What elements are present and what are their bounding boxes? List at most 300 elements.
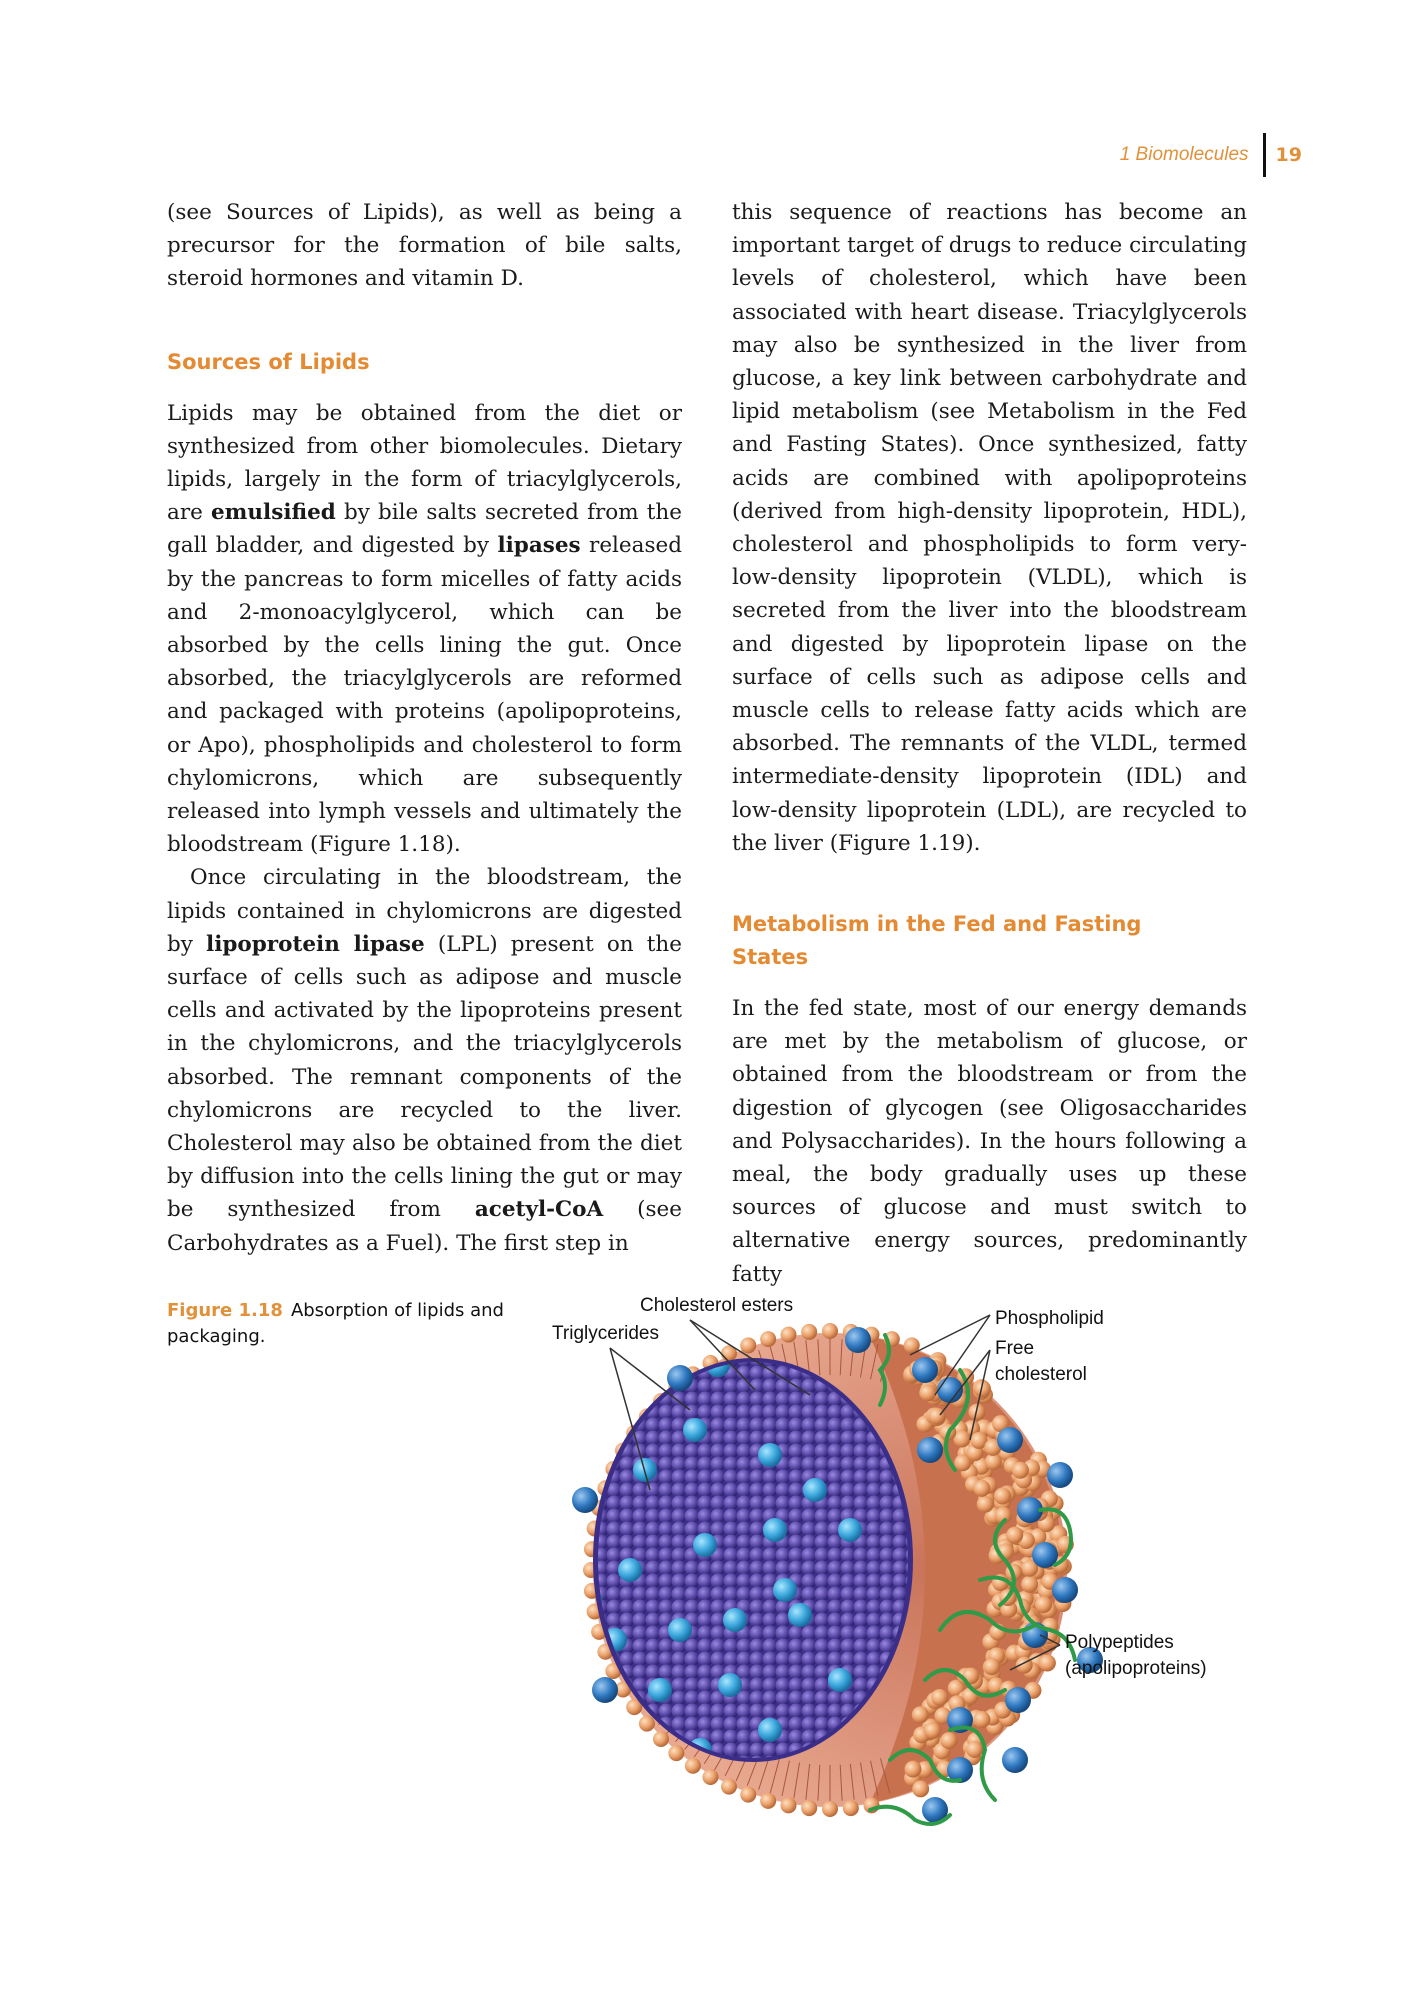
triglyceride [659, 1418, 674, 1433]
triglyceride [841, 1652, 856, 1667]
cholesterol-ester [718, 1673, 742, 1697]
triglyceride [789, 1509, 804, 1524]
triglyceride [607, 1743, 622, 1758]
triglyceride [789, 1652, 804, 1667]
triglyceride [659, 1431, 674, 1446]
triglyceride [828, 1418, 843, 1433]
free-cholesterol [572, 1487, 598, 1513]
triglyceride [815, 1418, 830, 1433]
triglyceride [750, 1509, 765, 1524]
triglyceride [750, 1600, 765, 1615]
triglyceride [828, 1600, 843, 1615]
triglyceride [594, 1353, 609, 1368]
triglyceride [880, 1561, 895, 1576]
triglyceride [711, 1730, 726, 1745]
triglyceride [711, 1561, 726, 1576]
triglyceride [685, 1691, 700, 1706]
triglyceride [776, 1561, 791, 1576]
triglyceride [633, 1535, 648, 1550]
triglyceride [672, 1522, 687, 1537]
triglyceride [633, 1379, 648, 1394]
triglyceride [763, 1379, 778, 1394]
triglyceride [815, 1600, 830, 1615]
triglyceride [607, 1392, 622, 1407]
triglyceride [789, 1457, 804, 1472]
phospholipid-head [912, 1706, 929, 1723]
triglyceride [789, 1717, 804, 1732]
triglyceride [854, 1457, 869, 1472]
triglyceride [659, 1522, 674, 1537]
phospholipid-head [760, 1793, 776, 1809]
triglyceride [594, 1704, 609, 1719]
triglyceride [750, 1392, 765, 1407]
triglyceride [815, 1392, 830, 1407]
phospholipid-head [639, 1716, 655, 1732]
triglyceride [659, 1496, 674, 1511]
triglyceride [620, 1392, 635, 1407]
triglyceride [698, 1457, 713, 1472]
triglyceride [711, 1379, 726, 1394]
triglyceride [594, 1392, 609, 1407]
triglyceride [750, 1522, 765, 1537]
phospholipid-head [1021, 1576, 1038, 1593]
triglyceride [698, 1626, 713, 1641]
triglyceride [828, 1444, 843, 1459]
triglyceride [841, 1574, 856, 1589]
triglyceride [815, 1574, 830, 1589]
triglyceride [698, 1496, 713, 1511]
cholesterol-ester [618, 1558, 642, 1582]
triglyceride [646, 1366, 661, 1381]
triglyceride [724, 1405, 739, 1420]
triglyceride [698, 1639, 713, 1654]
triglyceride [815, 1548, 830, 1563]
triglyceride [646, 1756, 661, 1771]
phospholipid-head [1039, 1655, 1056, 1672]
triglyceride [802, 1639, 817, 1654]
triglyceride [854, 1574, 869, 1589]
triglyceride [763, 1704, 778, 1719]
triglyceride [828, 1704, 843, 1719]
triglyceride [737, 1379, 752, 1394]
triglyceride [594, 1730, 609, 1745]
phospholipid-head [977, 1496, 994, 1513]
triglyceride [672, 1457, 687, 1472]
phospholipid-head [931, 1689, 948, 1706]
triglyceride [620, 1756, 635, 1771]
triglyceride [854, 1444, 869, 1459]
triglyceride [880, 1613, 895, 1628]
triglyceride [880, 1626, 895, 1641]
triglyceride [737, 1470, 752, 1485]
triglyceride [763, 1743, 778, 1758]
phospholipid-head [653, 1731, 669, 1747]
triglyceride [867, 1548, 882, 1563]
triglyceride [828, 1509, 843, 1524]
triglyceride [646, 1548, 661, 1563]
triglyceride [672, 1470, 687, 1485]
phospholipid-head [1012, 1462, 1029, 1479]
triglyceride [815, 1457, 830, 1472]
triglyceride [802, 1509, 817, 1524]
triglyceride [828, 1691, 843, 1706]
triglyceride [841, 1639, 856, 1654]
triglyceride [815, 1717, 830, 1732]
text-run: (LPL) present on the surface of cells such as adipose and muscle cells and activated by the lipoproteins present in the chylomicrons, and the triacylglycerols absorbed. The remnant components of the chylomicrons are recycled to the liver. Cholesterol may also be obtained from the diet by diffusion into the cells lining the gut or may be synthesized from [167, 931, 682, 1223]
triglyceride [763, 1470, 778, 1485]
triglyceride [841, 1561, 856, 1576]
triglyceride [633, 1665, 648, 1680]
triglyceride [789, 1678, 804, 1693]
triglyceride [737, 1535, 752, 1550]
triglyceride [724, 1535, 739, 1550]
text-run: (see Carbohydrates as a Fuel). The first step in [167, 1197, 682, 1256]
triglyceride [659, 1470, 674, 1485]
triglyceride [724, 1548, 739, 1563]
triglyceride [841, 1470, 856, 1485]
triglyceride [750, 1652, 765, 1667]
triglyceride [802, 1535, 817, 1550]
phospholipid-head [919, 1384, 936, 1401]
term-lipases: lipases [497, 533, 581, 559]
triglyceride [646, 1418, 661, 1433]
triglyceride [841, 1587, 856, 1602]
triglyceride [607, 1600, 622, 1615]
triglyceride [711, 1704, 726, 1719]
triglyceride [880, 1535, 895, 1550]
triglyceride [672, 1509, 687, 1524]
label-triglycerides: Triglycerides [552, 1323, 659, 1344]
section-heading-metabolism: Metabolism in the Fed and Fasting States [732, 912, 1142, 970]
triglyceride [724, 1483, 739, 1498]
triglyceride [815, 1652, 830, 1667]
triglyceride [698, 1600, 713, 1615]
triglyceride [867, 1600, 882, 1615]
triglyceride [659, 1457, 674, 1472]
cholesterol-ester [668, 1618, 692, 1642]
triglyceride [789, 1704, 804, 1719]
triglyceride [685, 1392, 700, 1407]
text-run: Once circulating in the bloodstream, the lipids contained in chylomicrons are digested by [167, 865, 682, 957]
triglyceride [646, 1353, 661, 1368]
triglyceride [633, 1587, 648, 1602]
triglyceride [750, 1626, 765, 1641]
triglyceride [854, 1561, 869, 1576]
triglyceride [685, 1457, 700, 1472]
triglyceride [711, 1470, 726, 1485]
triglyceride [672, 1587, 687, 1602]
triglyceride [607, 1522, 622, 1537]
triglyceride [607, 1548, 622, 1563]
triglyceride [646, 1613, 661, 1628]
triglyceride [711, 1574, 726, 1589]
triglyceride [867, 1483, 882, 1498]
triglyceride [685, 1574, 700, 1589]
triglyceride [698, 1405, 713, 1420]
triglyceride [620, 1743, 635, 1758]
triglyceride [763, 1561, 778, 1576]
cholesterol-ester [723, 1608, 747, 1632]
triglyceride [594, 1405, 609, 1420]
triglyceride [854, 1431, 869, 1446]
triglyceride [867, 1613, 882, 1628]
triglyceride [828, 1405, 843, 1420]
triglyceride [659, 1444, 674, 1459]
triglyceride [750, 1743, 765, 1758]
triglyceride [763, 1613, 778, 1628]
triglyceride [698, 1444, 713, 1459]
paragraph-continued-right: this sequence of reactions has become an important target of drugs to reduce circulating levels of cholesterol, which have been associated with heart disease. Triacylglycerols may also be synthesized in the liver from glucose, a key link between carbohydrate and lipid metabolism (see Metabolism in the Fed and Fasting States). Once synthesized, fatty acids are combined with apolipoproteins (derived from high-density lipoprotein, HDL), cholesterol and phospholipids to form very-low-density lipoprotein (VLDL), which is secreted from the liver into the bloodstream and digested by lipoprotein lipase on the surface of cells such as adipose cells and muscle cells to release fatty acids which are absorbed. The remnants of the VLDL, termed intermediate-density lipoprotein (IDL) and low-density lipoprotein (LDL), are recycled to the liver (Figure 1.19). [732, 200, 1247, 856]
triglyceride [672, 1392, 687, 1407]
triglyceride [659, 1652, 674, 1667]
triglyceride [711, 1652, 726, 1667]
triglyceride [711, 1483, 726, 1498]
cholesterol-ester [788, 1603, 812, 1627]
triglyceride [880, 1587, 895, 1602]
lipoprotein-figure [540, 1290, 1300, 1850]
triglyceride [750, 1496, 765, 1511]
triglyceride [724, 1704, 739, 1719]
triglyceride [828, 1483, 843, 1498]
triglyceride [854, 1652, 869, 1667]
triglyceride [776, 1548, 791, 1563]
cholesterol-ester [773, 1578, 797, 1602]
triglyceride [750, 1548, 765, 1563]
triglyceride [802, 1522, 817, 1537]
triglyceride [685, 1678, 700, 1693]
triglyceride [776, 1665, 791, 1680]
triglyceride [737, 1652, 752, 1667]
triglyceride [672, 1704, 687, 1719]
triglyceride [763, 1548, 778, 1563]
triglyceride [672, 1574, 687, 1589]
triglyceride [646, 1522, 661, 1537]
triglyceride [854, 1587, 869, 1602]
phospholipid-head [973, 1711, 990, 1728]
triglyceride [776, 1678, 791, 1693]
triglyceride [685, 1587, 700, 1602]
triglyceride [659, 1353, 674, 1368]
triglyceride [802, 1457, 817, 1472]
triglyceride [711, 1587, 726, 1602]
triglyceride [776, 1431, 791, 1446]
triglyceride [815, 1691, 830, 1706]
text-run: Lipids may be obtained from the diet or synthesized from other biomolecules. Dietary lipids, largely in the form of triacylglycerols, are [167, 400, 682, 526]
triglyceride [880, 1600, 895, 1615]
triglyceride [724, 1496, 739, 1511]
triglyceride [724, 1457, 739, 1472]
triglyceride [724, 1574, 739, 1589]
triglyceride [685, 1561, 700, 1576]
triglyceride [880, 1509, 895, 1524]
triglyceride [776, 1639, 791, 1654]
triglyceride [685, 1470, 700, 1485]
triglyceride [828, 1639, 843, 1654]
triglyceride [789, 1444, 804, 1459]
triglyceride [594, 1366, 609, 1381]
triglyceride [841, 1613, 856, 1628]
triglyceride [880, 1548, 895, 1563]
triglyceride [607, 1587, 622, 1602]
triglyceride [633, 1756, 648, 1771]
triglyceride [711, 1444, 726, 1459]
triglyceride [594, 1743, 609, 1758]
triglyceride [815, 1639, 830, 1654]
triglyceride [607, 1574, 622, 1589]
triglyceride [711, 1600, 726, 1615]
triglyceride [776, 1483, 791, 1498]
figure-number: Figure 1.18 [167, 1300, 283, 1321]
phospholipid-head [801, 1324, 817, 1340]
cholesterol-ester [693, 1533, 717, 1557]
triglyceride [633, 1353, 648, 1368]
triglyceride [867, 1652, 882, 1667]
triglyceride [841, 1626, 856, 1641]
triglyceride [815, 1704, 830, 1719]
triglyceride [737, 1483, 752, 1498]
free-cholesterol [1002, 1747, 1028, 1773]
triglyceride [646, 1496, 661, 1511]
triglyceride [633, 1743, 648, 1758]
cholesterol-ester [803, 1478, 827, 1502]
phospholipid-head [780, 1797, 796, 1813]
triglyceride [620, 1535, 635, 1550]
triglyceride [737, 1418, 752, 1433]
figure-caption-text: Absorption of lipids and packaging. [167, 1300, 504, 1347]
triglyceride [594, 1756, 609, 1771]
triglyceride [737, 1587, 752, 1602]
triglyceride [789, 1535, 804, 1550]
triglyceride [672, 1405, 687, 1420]
triglyceride [698, 1665, 713, 1680]
triglyceride [802, 1678, 817, 1693]
triglyceride [802, 1574, 817, 1589]
triglyceride [763, 1418, 778, 1433]
triglyceride [828, 1548, 843, 1563]
triglyceride [854, 1626, 869, 1641]
triglyceride [607, 1418, 622, 1433]
triglyceride [880, 1496, 895, 1511]
triglyceride [672, 1496, 687, 1511]
triglyceride [841, 1483, 856, 1498]
triglyceride [672, 1717, 687, 1732]
triglyceride [763, 1639, 778, 1654]
triglyceride [750, 1535, 765, 1550]
triglyceride [724, 1509, 739, 1524]
triglyceride [607, 1405, 622, 1420]
triglyceride [685, 1639, 700, 1654]
free-cholesterol [845, 1327, 871, 1353]
triglyceride [737, 1457, 752, 1472]
triglyceride [698, 1483, 713, 1498]
triglyceride [659, 1509, 674, 1524]
triglyceride [646, 1444, 661, 1459]
triglyceride [620, 1470, 635, 1485]
triglyceride [776, 1470, 791, 1485]
triglyceride [854, 1613, 869, 1628]
triglyceride [672, 1665, 687, 1680]
label-free-cholesterol-line1: Free [995, 1338, 1035, 1359]
triglyceride [659, 1561, 674, 1576]
triglyceride [646, 1509, 661, 1524]
triglyceride [763, 1392, 778, 1407]
phospholipid-head [1006, 1527, 1023, 1544]
paragraph-continued-left: (see Sources of Lipids), as well as being a precursor for the formation of bile salts, steroid hormones and vitamin D. [167, 200, 682, 292]
triglyceride [815, 1522, 830, 1537]
triglyceride [867, 1639, 882, 1654]
triglyceride [620, 1496, 635, 1511]
triglyceride [724, 1561, 739, 1576]
triglyceride [763, 1600, 778, 1615]
triglyceride [698, 1509, 713, 1524]
cholesterol-ester [648, 1678, 672, 1702]
triglyceride [633, 1730, 648, 1745]
cholesterol-ester [758, 1718, 782, 1742]
triglyceride [698, 1587, 713, 1602]
triglyceride [737, 1574, 752, 1589]
free-cholesterol [917, 1437, 943, 1463]
phospholipid-head [703, 1769, 719, 1785]
cholesterol-ester [683, 1418, 707, 1442]
triglyceride [698, 1379, 713, 1394]
label-polypeptides-line2: (apolipoproteins) [1065, 1658, 1207, 1679]
triglyceride [763, 1652, 778, 1667]
triglyceride [659, 1548, 674, 1563]
triglyceride [594, 1379, 609, 1394]
header-rule [1263, 133, 1266, 177]
free-cholesterol [912, 1357, 938, 1383]
triglyceride [763, 1405, 778, 1420]
triglyceride [737, 1548, 752, 1563]
triglyceride [854, 1496, 869, 1511]
triglyceride [685, 1600, 700, 1615]
triglyceride [607, 1496, 622, 1511]
triglyceride [685, 1444, 700, 1459]
triglyceride [724, 1652, 739, 1667]
phospholipid-head [760, 1331, 776, 1347]
triglyceride [607, 1613, 622, 1628]
triglyceride [867, 1522, 882, 1537]
triglyceride [737, 1730, 752, 1745]
triglyceride [867, 1470, 882, 1485]
triglyceride [646, 1561, 661, 1576]
triglyceride [711, 1392, 726, 1407]
triglyceride [789, 1418, 804, 1433]
triglyceride [776, 1652, 791, 1667]
triglyceride [867, 1509, 882, 1524]
triglyceride [750, 1691, 765, 1706]
triglyceride [854, 1548, 869, 1563]
triglyceride [815, 1678, 830, 1693]
free-cholesterol [667, 1365, 693, 1391]
phospholipid-head [822, 1801, 838, 1817]
triglyceride [724, 1444, 739, 1459]
triglyceride [646, 1626, 661, 1641]
triglyceride [646, 1535, 661, 1550]
triglyceride [737, 1444, 752, 1459]
triglyceride [646, 1600, 661, 1615]
triglyceride [828, 1470, 843, 1485]
triglyceride [633, 1626, 648, 1641]
triglyceride [620, 1730, 635, 1745]
triglyceride [776, 1496, 791, 1511]
phospholipid-head [668, 1745, 684, 1761]
chapter-title: 1 Biomolecules [1119, 144, 1249, 165]
phospholipid-head [912, 1780, 929, 1797]
triglyceride [750, 1704, 765, 1719]
triglyceride [815, 1431, 830, 1446]
triglyceride [737, 1717, 752, 1732]
